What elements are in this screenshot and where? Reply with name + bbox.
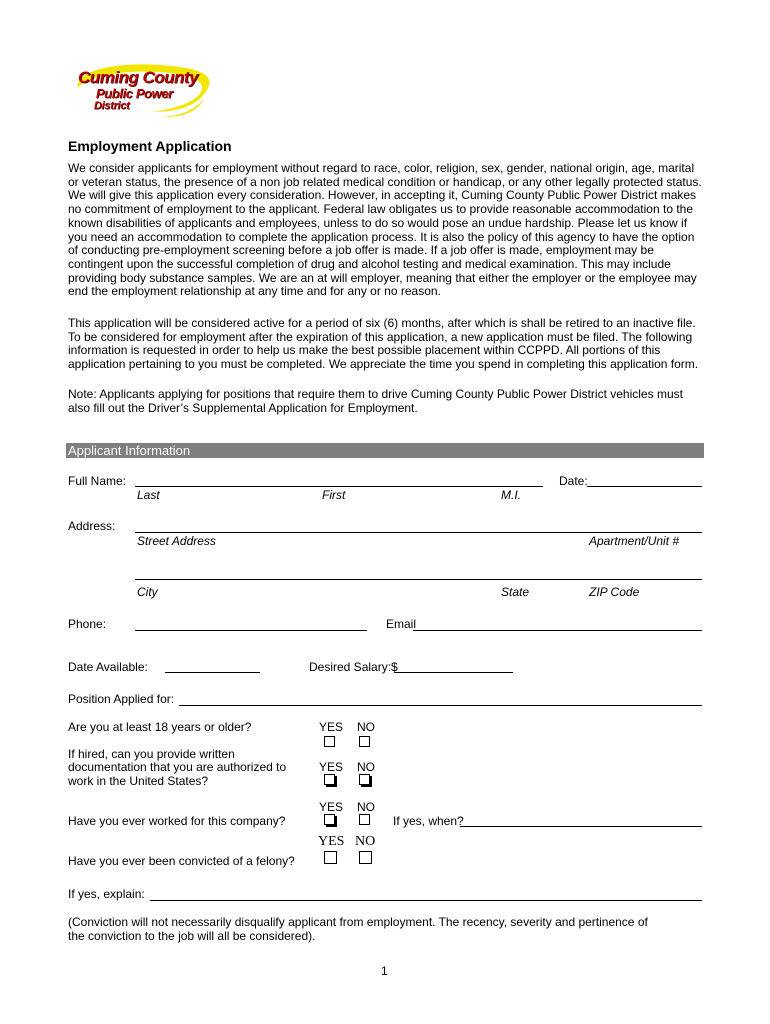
active-line: information is requested in order to help us make the best possible placement within CCPPD. All portions of this (68, 343, 661, 358)
date-available-field[interactable] (165, 672, 260, 673)
full-name-label: Full Name: (68, 474, 127, 488)
conviction-note-line: (Conviction will not necessarily disqualify applicant from employment. The recency, severity and pertinence of (68, 915, 648, 929)
felony-no-label: NO (355, 834, 376, 849)
city-state-zip-field[interactable] (135, 579, 702, 580)
worked-yes-checkbox[interactable] (324, 814, 335, 825)
page-title: Employment Application (68, 138, 232, 154)
first-name-caption: First (322, 488, 346, 502)
active-line: To be considered for employment after the expiration of this application, a new application must be filed. The following (68, 329, 693, 344)
if-yes-explain-label: If yes, explain: (68, 887, 145, 901)
authorized-no-label: NO (357, 760, 375, 774)
date-available-label: Date Available: (68, 660, 148, 674)
note-paragraph (68, 388, 708, 415)
phone-field[interactable] (135, 630, 367, 631)
conviction-note-line: the conviction to the job will all be considered). (68, 929, 316, 943)
authorized-question-line: documentation that you are authorized to (68, 760, 287, 774)
note-line: also fill out the Driver’s Supplemental Application for Employment. (68, 400, 418, 415)
city-caption: City (137, 585, 158, 599)
intro-line: no commitment of employment to the applicant. Federal law obligates us to provide reasonable accommodation to the (68, 202, 694, 217)
logo-line-3: District (94, 100, 130, 112)
section-title: Applicant Information (68, 443, 191, 458)
apartment-caption: Apartment/Unit # (589, 534, 680, 548)
if-yes-when-field[interactable] (460, 826, 702, 827)
position-field[interactable] (179, 705, 702, 706)
intro-line: end the employment relationship at any time and for any or no reason. (68, 284, 441, 299)
age-no-checkbox[interactable] (359, 736, 370, 747)
phone-label: Phone: (68, 617, 107, 631)
felony-no-checkbox[interactable] (359, 851, 372, 864)
worked-no-label: NO (357, 800, 375, 814)
date-field[interactable] (587, 486, 702, 487)
authorized-no-checkbox[interactable] (359, 774, 370, 785)
worked-question: Have you ever worked for this company? (68, 814, 286, 828)
street-address-caption: Street Address (137, 534, 216, 548)
intro-line: contingent upon the successful completion of drug and alcohol testing and medical examination. This may include (68, 256, 671, 271)
desired-salary-label: Desired Salary:$ (309, 660, 398, 674)
street-address-field[interactable] (135, 532, 702, 533)
position-label: Position Applied for: (68, 692, 175, 706)
date-label: Date: (559, 474, 588, 488)
worked-yes-label: YES (319, 800, 344, 814)
address-label: Address: (68, 519, 116, 533)
email-label: Email (386, 617, 417, 631)
desired-salary-field[interactable] (394, 672, 513, 673)
authorized-yes-label: YES (319, 760, 344, 774)
email-field[interactable] (413, 630, 702, 631)
intro-line: or veteran status, the presence of a non job related medical condition or handicap, or any other legally protected status. (68, 174, 702, 189)
section-header-applicant-information (66, 443, 704, 458)
intro-line: We will give this application every consideration. However, in accepting it, Cuming County Public Power District makes (68, 188, 697, 203)
zip-caption: ZIP Code (589, 585, 640, 599)
intro-line: known disabilities of applicants and employees, unless to do so would pose an undue hardship. Please let us know if (68, 215, 688, 230)
intro-line: of conducting pre-employment screening before a job offer is made. If a job offer is made, employment may be (68, 243, 654, 258)
active-line: This application will be considered active for a period of six (6) months, after which is shall be retired to an inactive file. (68, 316, 696, 330)
last-name-caption: Last (137, 488, 160, 502)
felony-yes-label: YES (318, 834, 345, 849)
intro-line: you need an accommodation to complete the application process. It is also the policy of this agency to have the option (68, 229, 695, 244)
authorized-question-line: work in the United States? (68, 774, 209, 788)
age-question: Are you at least 18 years or older? (68, 720, 252, 734)
authorized-yes-checkbox[interactable] (324, 774, 335, 785)
middle-initial-caption: M.I. (501, 488, 521, 502)
intro-line: We consider applicants for employment without regard to race, color, religion, sex, gender, national origin, age, marital (68, 161, 695, 175)
logo-line-1: Cuming County (78, 68, 199, 87)
age-no-label: NO (357, 720, 375, 734)
felony-yes-checkbox[interactable] (324, 851, 337, 864)
age-yes-checkbox[interactable] (324, 736, 335, 747)
full-name-field[interactable] (135, 486, 543, 487)
active-line: application pertaining to you must be completed. We appreciate the time you spend in completing this application form. (68, 357, 699, 372)
note-line: Note: Applicants applying for positions that require them to drive Cuming County Public Power District vehicles must (68, 387, 683, 401)
if-yes-when-label: If yes, when? (393, 814, 464, 828)
felony-question: Have you ever been convicted of a felony? (68, 854, 295, 868)
company-logo (72, 62, 232, 124)
if-yes-explain-field[interactable] (150, 900, 702, 901)
intro-paragraph (68, 162, 708, 299)
worked-no-checkbox[interactable] (359, 814, 370, 825)
age-yes-label: YES (319, 720, 344, 734)
state-caption: State (501, 585, 530, 599)
authorized-question-line: If hired, can you provide written (68, 747, 235, 761)
intro-line: providing body substance samples. We are an at will employer, meaning that either the employer or the employee may (68, 270, 697, 285)
page-number: 1 (381, 964, 388, 978)
active-paragraph (68, 317, 708, 372)
logo-line-2: Public Power (96, 86, 173, 101)
